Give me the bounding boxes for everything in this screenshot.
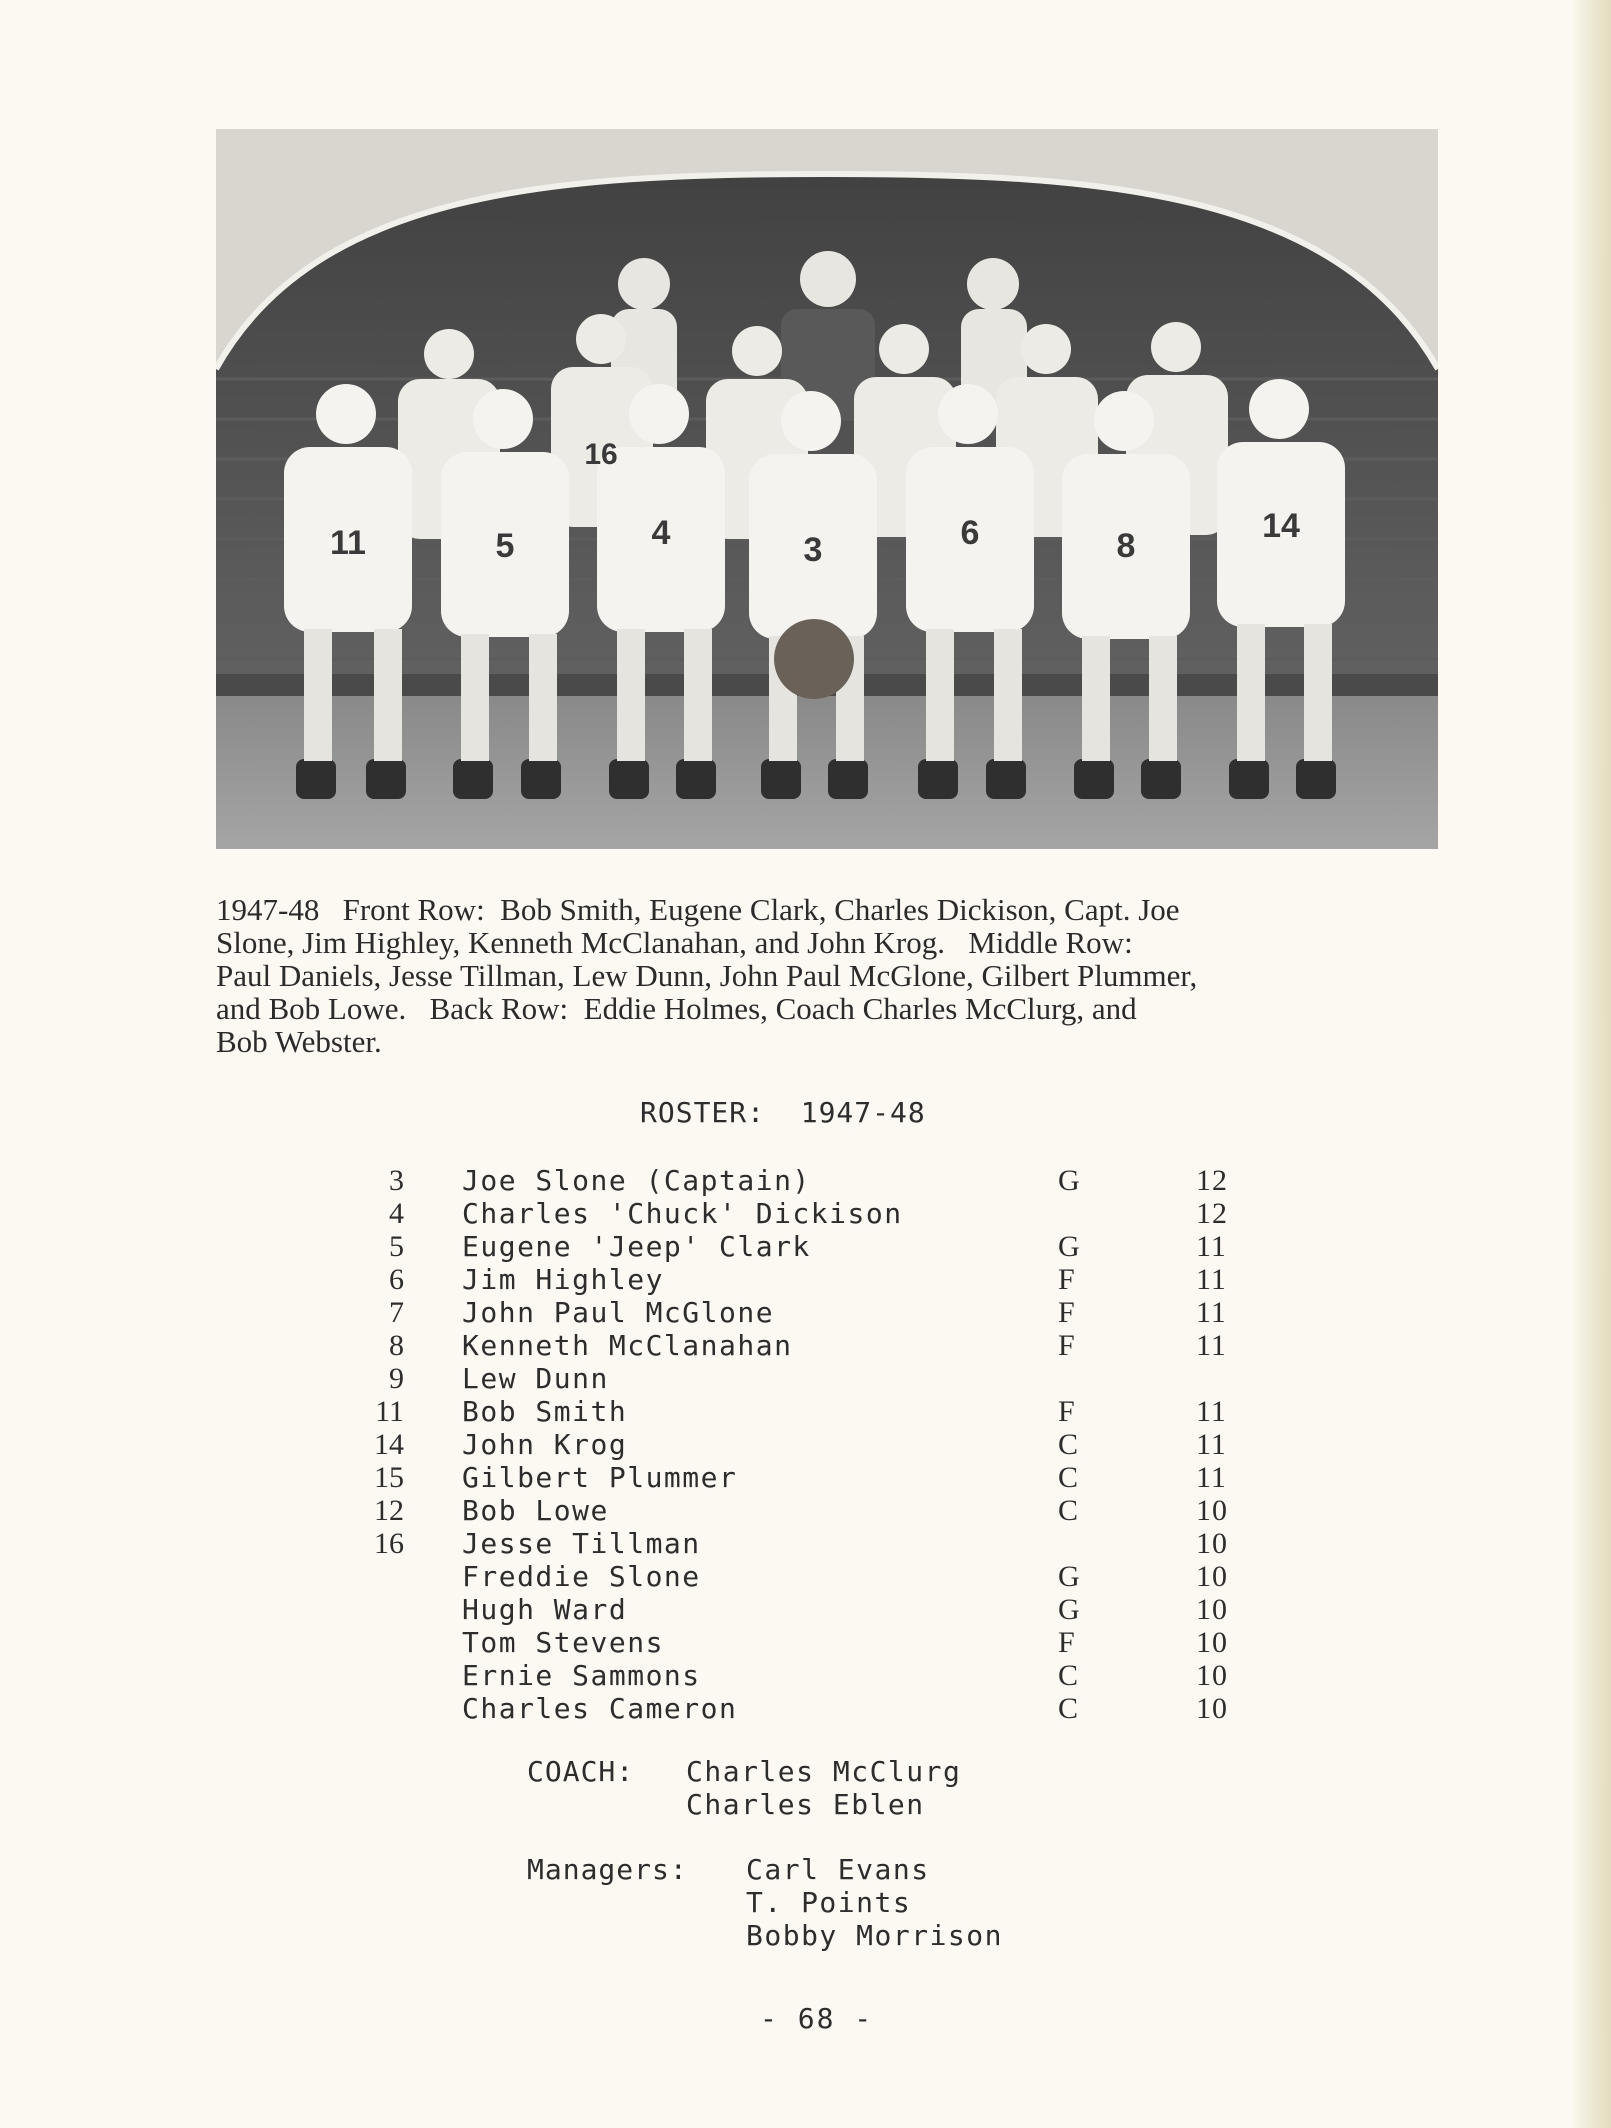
page-edge-shadow [1571,0,1611,2128]
player-grade: 10 [1196,1626,1228,1659]
player-name: Gilbert Plummer [462,1461,738,1494]
player-position: G [1058,1593,1080,1626]
player-grade: 12 [1196,1164,1228,1197]
player-number: 7 [389,1296,404,1329]
player-number: 14 [374,1428,404,1461]
player-grade: 11 [1196,1230,1227,1263]
player-position: C [1058,1659,1079,1692]
jersey-number: 16 [584,438,618,471]
player-position: F [1058,1626,1075,1659]
roster-row [0,1263,1611,1296]
player-number: 5 [389,1230,404,1263]
player-position: C [1058,1461,1079,1494]
player-position: F [1058,1296,1075,1329]
roster-row [0,1230,1611,1263]
player-grade: 11 [1196,1296,1227,1329]
jersey-number: 3 [803,531,823,569]
basketball-icon [774,619,854,699]
player-name: Kenneth McClanahan [462,1329,793,1362]
caption-line: 1947-48 Front Row: Bob Smith, Eugene Clark, Charles Dickison, Capt. Joe [216,892,1180,927]
roster-title: ROSTER: 1947-48 [640,1096,926,1129]
roster-row [0,1362,1611,1395]
player-number: 15 [374,1461,404,1494]
jersey-number: 8 [1116,527,1136,565]
player-name: Tom Stevens [462,1626,664,1659]
manager-name: T. Points [746,1886,912,1919]
jersey-number: 11 [330,524,366,562]
jersey-number: 14 [1262,507,1300,545]
player-position: F [1058,1395,1075,1428]
roster-row [0,1296,1611,1329]
coach-name: Charles McClurg [686,1755,962,1788]
player-name: Joe Slone (Captain) [462,1164,811,1197]
roster-row [0,1329,1611,1362]
roster-row [0,1560,1611,1593]
managers-label: Managers: [527,1853,688,1886]
jersey-number: 4 [651,514,671,552]
player-number: 16 [374,1527,404,1560]
player-position: C [1058,1428,1079,1461]
player-position: G [1058,1230,1080,1263]
player-number: 11 [375,1395,404,1428]
player-number: 6 [389,1263,404,1296]
page-number: - 68 - [760,2002,874,2035]
roster-row [0,1164,1611,1197]
roster-row [0,1527,1611,1560]
manager-name: Carl Evans [746,1853,930,1886]
player-grade: 11 [1196,1461,1227,1494]
player-name: Charles Cameron [462,1692,738,1725]
player-grade: 10 [1196,1692,1228,1725]
player-grade: 11 [1196,1263,1227,1296]
player-grade: 10 [1196,1560,1228,1593]
photo-caption [216,893,1456,1058]
player-number: 12 [374,1494,404,1527]
player-name: Charles 'Chuck' Dickison [462,1197,903,1230]
caption-line: and Bob Lowe. Back Row: Eddie Holmes, Coach Charles McClurg, and [216,991,1137,1026]
player-name: Freddie Slone [462,1560,701,1593]
roster-row [0,1626,1611,1659]
roster-row [0,1593,1611,1626]
player-name: Ernie Sammons [462,1659,701,1692]
roster-row [0,1692,1611,1725]
player-name: Eugene 'Jeep' Clark [462,1230,811,1263]
player-position: C [1058,1692,1079,1725]
player-grade: 12 [1196,1197,1228,1230]
player-position: G [1058,1164,1080,1197]
player-grade: 11 [1196,1329,1227,1362]
player-position: C [1058,1494,1079,1527]
player-name: Lew Dunn [462,1362,609,1395]
roster-row [0,1395,1611,1428]
roster-row [0,1461,1611,1494]
player-grade: 11 [1196,1428,1227,1461]
player-number: 9 [389,1362,404,1395]
coach-name: Charles Eblen [686,1788,925,1821]
team-photo [216,129,1438,849]
player-name: Jim Highley [462,1263,664,1296]
roster-row [0,1428,1611,1461]
player-grade: 10 [1196,1494,1228,1527]
player-position: F [1058,1329,1075,1362]
player-number: 3 [389,1164,404,1197]
player-name: Hugh Ward [462,1593,628,1626]
player-position: G [1058,1560,1080,1593]
player-grade: 11 [1196,1395,1227,1428]
player-grade: 10 [1196,1593,1228,1626]
player-name: Bob Smith [462,1395,628,1428]
team-photo-image [216,129,1438,849]
roster-row [0,1197,1611,1230]
roster-row [0,1659,1611,1692]
roster-row [0,1494,1611,1527]
player-position: F [1058,1263,1075,1296]
manager-name: Bobby Morrison [746,1919,1004,1952]
caption-line: Paul Daniels, Jesse Tillman, Lew Dunn, John Paul McGlone, Gilbert Plummer, [216,958,1198,993]
player-grade: 10 [1196,1527,1228,1560]
player-grade: 10 [1196,1659,1228,1692]
player-number: 8 [389,1329,404,1362]
coach-label: COACH: [527,1755,635,1788]
jersey-number: 6 [960,514,980,552]
jersey-number: 5 [495,527,515,565]
player-number: 4 [389,1197,404,1230]
player-name: Bob Lowe [462,1494,609,1527]
player-name: Jesse Tillman [462,1527,701,1560]
player-name: John Krog [462,1428,628,1461]
caption-line: Slone, Jim Highley, Kenneth McClanahan, and John Krog. Middle Row: [216,925,1133,960]
caption-line: Bob Webster. [216,1024,382,1059]
player-name: John Paul McGlone [462,1296,775,1329]
